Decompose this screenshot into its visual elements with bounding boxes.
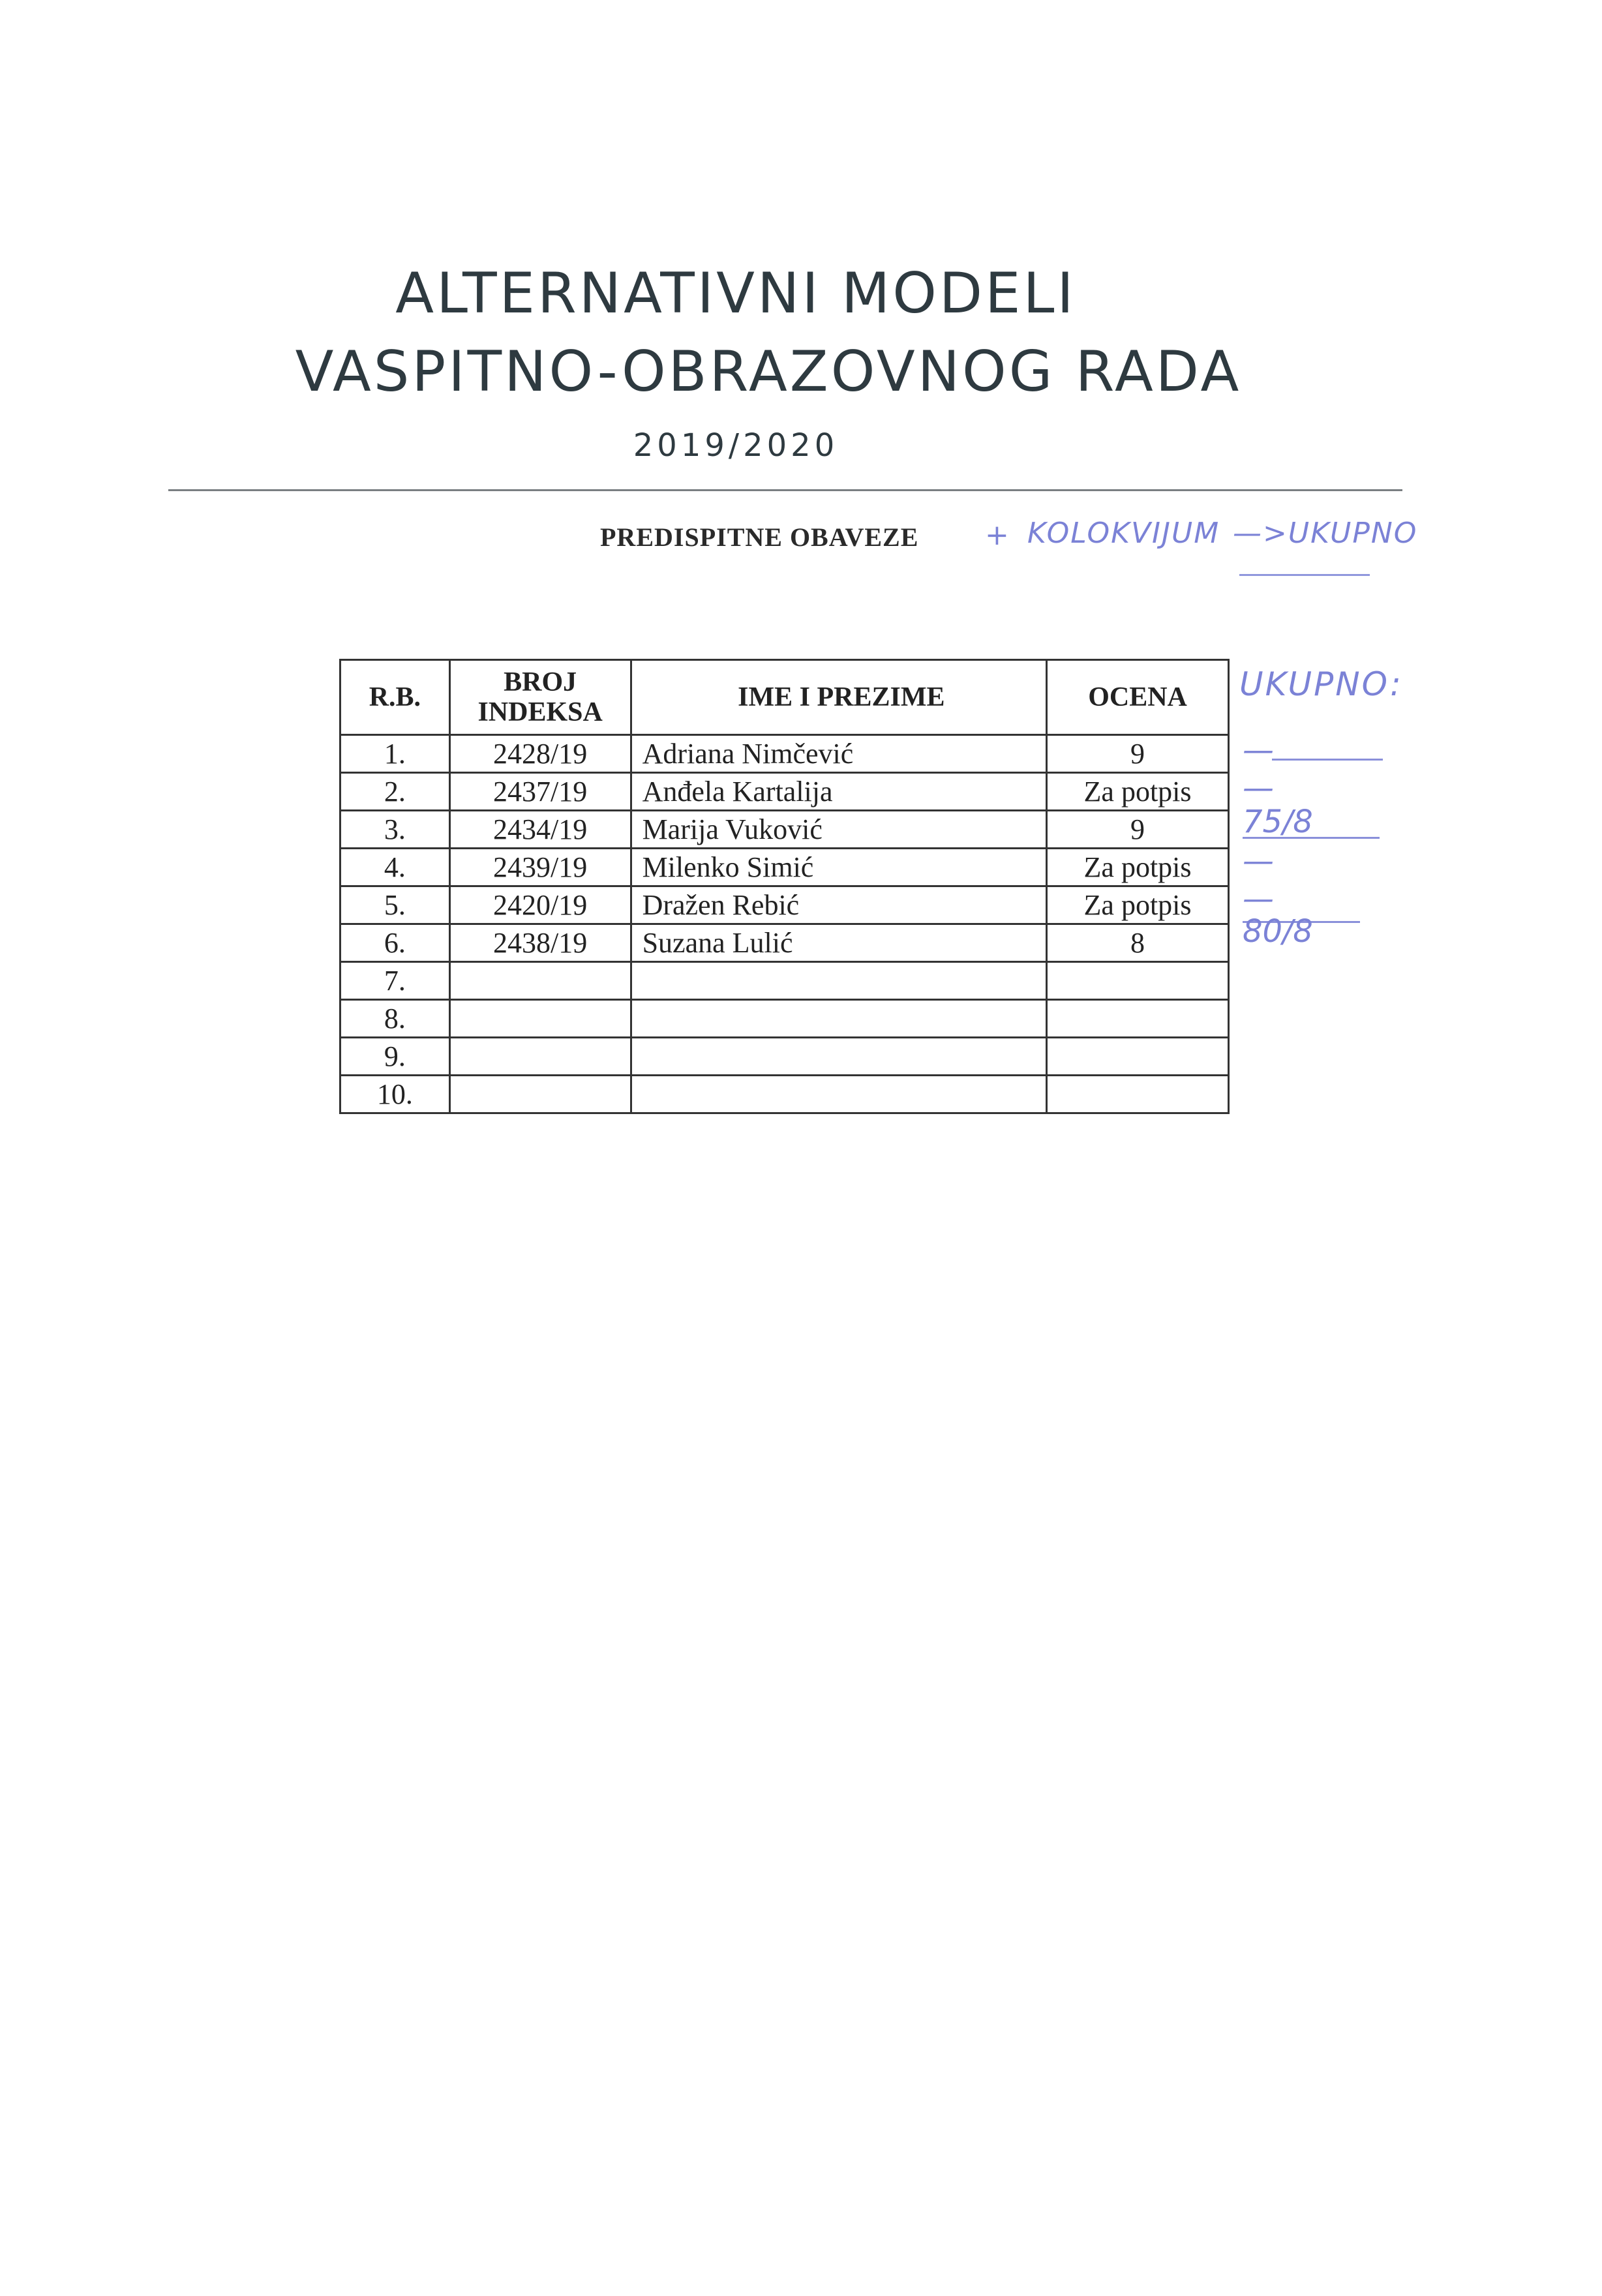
table-row bbox=[340, 811, 1229, 849]
academic-year: 2019/2020 bbox=[633, 427, 839, 464]
index-number: 2439/19 bbox=[449, 849, 631, 886]
handwritten-arrow-ukupno: —>UKUPNO bbox=[1233, 517, 1418, 550]
student-name bbox=[631, 1076, 1047, 1113]
table-row bbox=[340, 1076, 1229, 1113]
row-number: 4. bbox=[340, 849, 450, 886]
index-number: 2428/19 bbox=[449, 735, 631, 773]
handwritten-total-row3: 75/8 bbox=[1243, 804, 1313, 840]
index-number bbox=[449, 1076, 631, 1113]
handwritten-kolokvijum: KOLOKVIJUM bbox=[1027, 517, 1220, 550]
row-number: 8. bbox=[340, 1000, 450, 1038]
handwritten-total-row4: — bbox=[1243, 843, 1274, 879]
student-name bbox=[631, 1000, 1047, 1038]
student-name: Anđela Kartalija bbox=[631, 773, 1047, 811]
grade: 9 bbox=[1047, 811, 1229, 849]
student-name: Adriana Nimčević bbox=[631, 735, 1047, 773]
handwritten-ukupno-label: UKUPNO: bbox=[1239, 665, 1403, 703]
header-grade: OCENA bbox=[1047, 660, 1229, 735]
handwritten-total-row6: 80/8 bbox=[1243, 913, 1313, 950]
student-name: Dražen Rebić bbox=[631, 886, 1047, 924]
index-number: 2420/19 bbox=[449, 886, 631, 924]
student-name bbox=[631, 1038, 1047, 1076]
document-title-line2: VASPITNO-OBRAZOVNOG RADA bbox=[295, 339, 1242, 404]
header-divider bbox=[168, 489, 1402, 491]
row-number: 5. bbox=[340, 886, 450, 924]
grade bbox=[1047, 1038, 1229, 1076]
index-number bbox=[449, 1038, 631, 1076]
index-number: 2438/19 bbox=[449, 924, 631, 962]
row-number: 10. bbox=[340, 1076, 450, 1113]
row-number: 7. bbox=[340, 962, 450, 1000]
table-row bbox=[340, 1000, 1229, 1038]
student-name: Marija Vuković bbox=[631, 811, 1047, 849]
table-row bbox=[340, 924, 1229, 962]
grade: Za potpis bbox=[1047, 886, 1229, 924]
index-number bbox=[449, 1000, 631, 1038]
section-subtitle: PREDISPITNE OBAVEZE bbox=[600, 522, 919, 552]
row-number: 1. bbox=[340, 735, 450, 773]
table-row bbox=[340, 962, 1229, 1000]
handwritten-total-row2: — bbox=[1243, 770, 1274, 806]
grade bbox=[1047, 962, 1229, 1000]
grade bbox=[1047, 1000, 1229, 1038]
grade bbox=[1047, 1076, 1229, 1113]
handwritten-line bbox=[1243, 837, 1380, 839]
handwritten-underline bbox=[1239, 574, 1370, 576]
grade: 8 bbox=[1047, 924, 1229, 962]
table-row bbox=[340, 1038, 1229, 1076]
row-number: 9. bbox=[340, 1038, 450, 1076]
student-name: Suzana Lulić bbox=[631, 924, 1047, 962]
row-number: 6. bbox=[340, 924, 450, 962]
student-name: Milenko Simić bbox=[631, 849, 1047, 886]
table-header-row bbox=[340, 660, 1229, 735]
grade: 9 bbox=[1047, 735, 1229, 773]
handwritten-line bbox=[1272, 759, 1383, 761]
grade: Za potpis bbox=[1047, 773, 1229, 811]
row-number: 2. bbox=[340, 773, 450, 811]
table-row bbox=[340, 735, 1229, 773]
table-row bbox=[340, 849, 1229, 886]
header-index: BROJ INDEKSA bbox=[449, 660, 631, 735]
index-number: 2434/19 bbox=[449, 811, 631, 849]
handwritten-total-row5: — bbox=[1243, 881, 1274, 917]
grades-table bbox=[339, 659, 1230, 1114]
table-row bbox=[340, 886, 1229, 924]
row-number: 3. bbox=[340, 811, 450, 849]
handwritten-total-row1: — bbox=[1243, 732, 1274, 768]
index-number: 2437/19 bbox=[449, 773, 631, 811]
grade: Za potpis bbox=[1047, 849, 1229, 886]
header-rb: R.B. bbox=[340, 660, 450, 735]
index-number bbox=[449, 962, 631, 1000]
document-title-line1: ALTERNATIVNI MODELI bbox=[395, 261, 1076, 326]
student-name bbox=[631, 962, 1047, 1000]
table-row bbox=[340, 773, 1229, 811]
header-name: IME I PREZIME bbox=[631, 660, 1047, 735]
handwritten-plus: + bbox=[985, 519, 1009, 552]
